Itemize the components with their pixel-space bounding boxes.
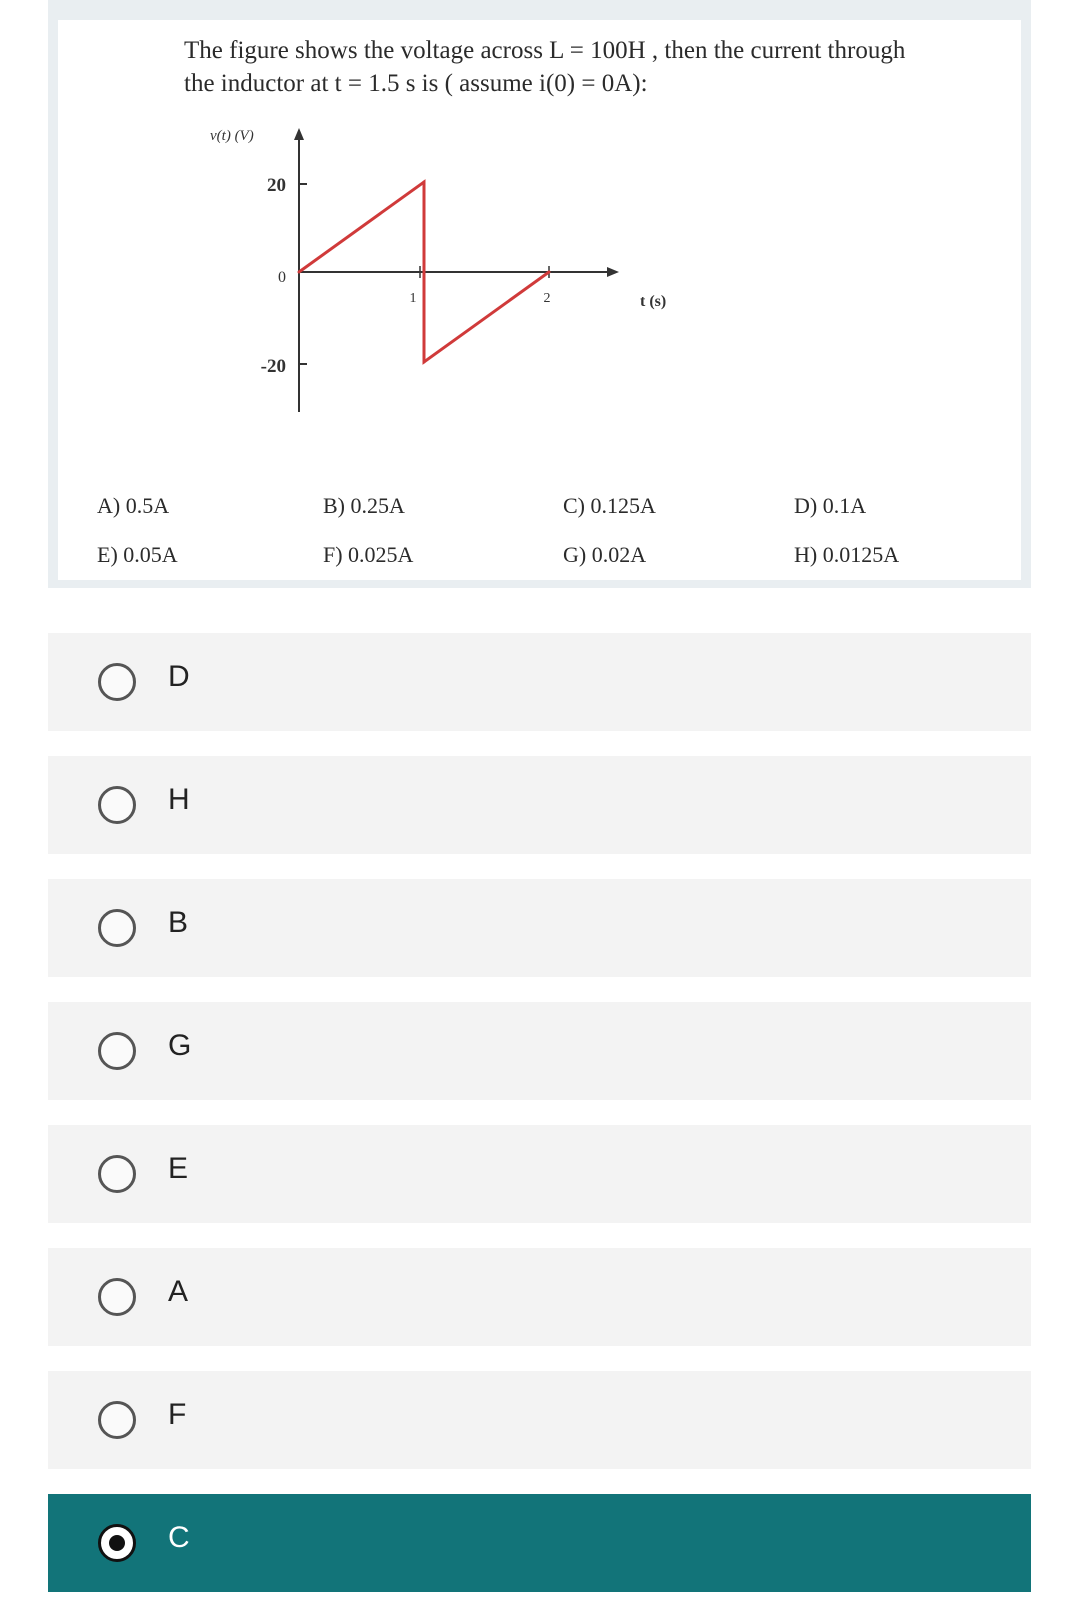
answer-choice-text: A) 0.5A <box>97 493 170 518</box>
y-tick-label: -20 <box>260 356 286 377</box>
radio-button[interactable] <box>98 786 136 824</box>
waveform-point <box>548 271 551 274</box>
radio-button[interactable] <box>98 1155 136 1193</box>
radio-button[interactable] <box>98 1401 136 1439</box>
radio-button[interactable] <box>98 1524 136 1562</box>
option-label: E <box>168 1152 189 1185</box>
answer-choice-text: D) 0.1A <box>794 493 867 518</box>
answer-choice-text: G) 0.02A <box>563 542 647 567</box>
answer-option-h[interactable] <box>48 756 1031 854</box>
y-axis-arrow <box>294 128 304 140</box>
option-label: A <box>168 1275 189 1308</box>
x-axis-label: t (s) <box>640 293 667 310</box>
option-label: G <box>168 1029 192 1062</box>
waveform-point <box>298 271 301 274</box>
question-line-2: the inductor at t = 1.5 s is ( assume i(0) = 0A): <box>184 70 648 97</box>
x-tick-label: 2 <box>543 291 551 306</box>
answer-option-b[interactable] <box>48 879 1031 977</box>
y-axis-label: v(t) (V) <box>210 128 254 144</box>
option-label: H <box>168 783 190 816</box>
x-tick-label: 1 <box>409 291 417 306</box>
y-tick-label: 0 <box>278 269 286 286</box>
radio-selected-dot <box>109 1535 125 1551</box>
answer-choice-text: H) 0.0125A <box>794 542 900 567</box>
option-label: C <box>168 1521 190 1554</box>
answer-choice-text: C) 0.125A <box>563 493 656 518</box>
option-label: D <box>168 660 190 693</box>
answer-option-e[interactable] <box>48 1125 1031 1223</box>
x-axis-arrow <box>607 267 619 277</box>
option-label: F <box>168 1398 187 1431</box>
option-label: B <box>168 906 189 939</box>
answer-option-a[interactable] <box>48 1248 1031 1346</box>
waveform-point <box>423 361 426 364</box>
waveform-point <box>423 181 426 184</box>
answer-choice-text: B) 0.25A <box>323 493 405 518</box>
radio-button[interactable] <box>98 1032 136 1070</box>
radio-button[interactable] <box>98 663 136 701</box>
answer-option-f[interactable] <box>48 1371 1031 1469</box>
answer-choice-text: F) 0.025A <box>323 542 414 567</box>
answer-option-c[interactable] <box>48 1494 1031 1592</box>
answer-option-d[interactable] <box>48 633 1031 731</box>
radio-button[interactable] <box>98 1278 136 1316</box>
answer-option-g[interactable] <box>48 1002 1031 1100</box>
answer-choice-text: E) 0.05A <box>97 542 178 567</box>
question-line-1: The figure shows the voltage across L = 100H , then the current through <box>184 37 906 64</box>
radio-button[interactable] <box>98 909 136 947</box>
y-tick-label: 20 <box>267 175 286 196</box>
